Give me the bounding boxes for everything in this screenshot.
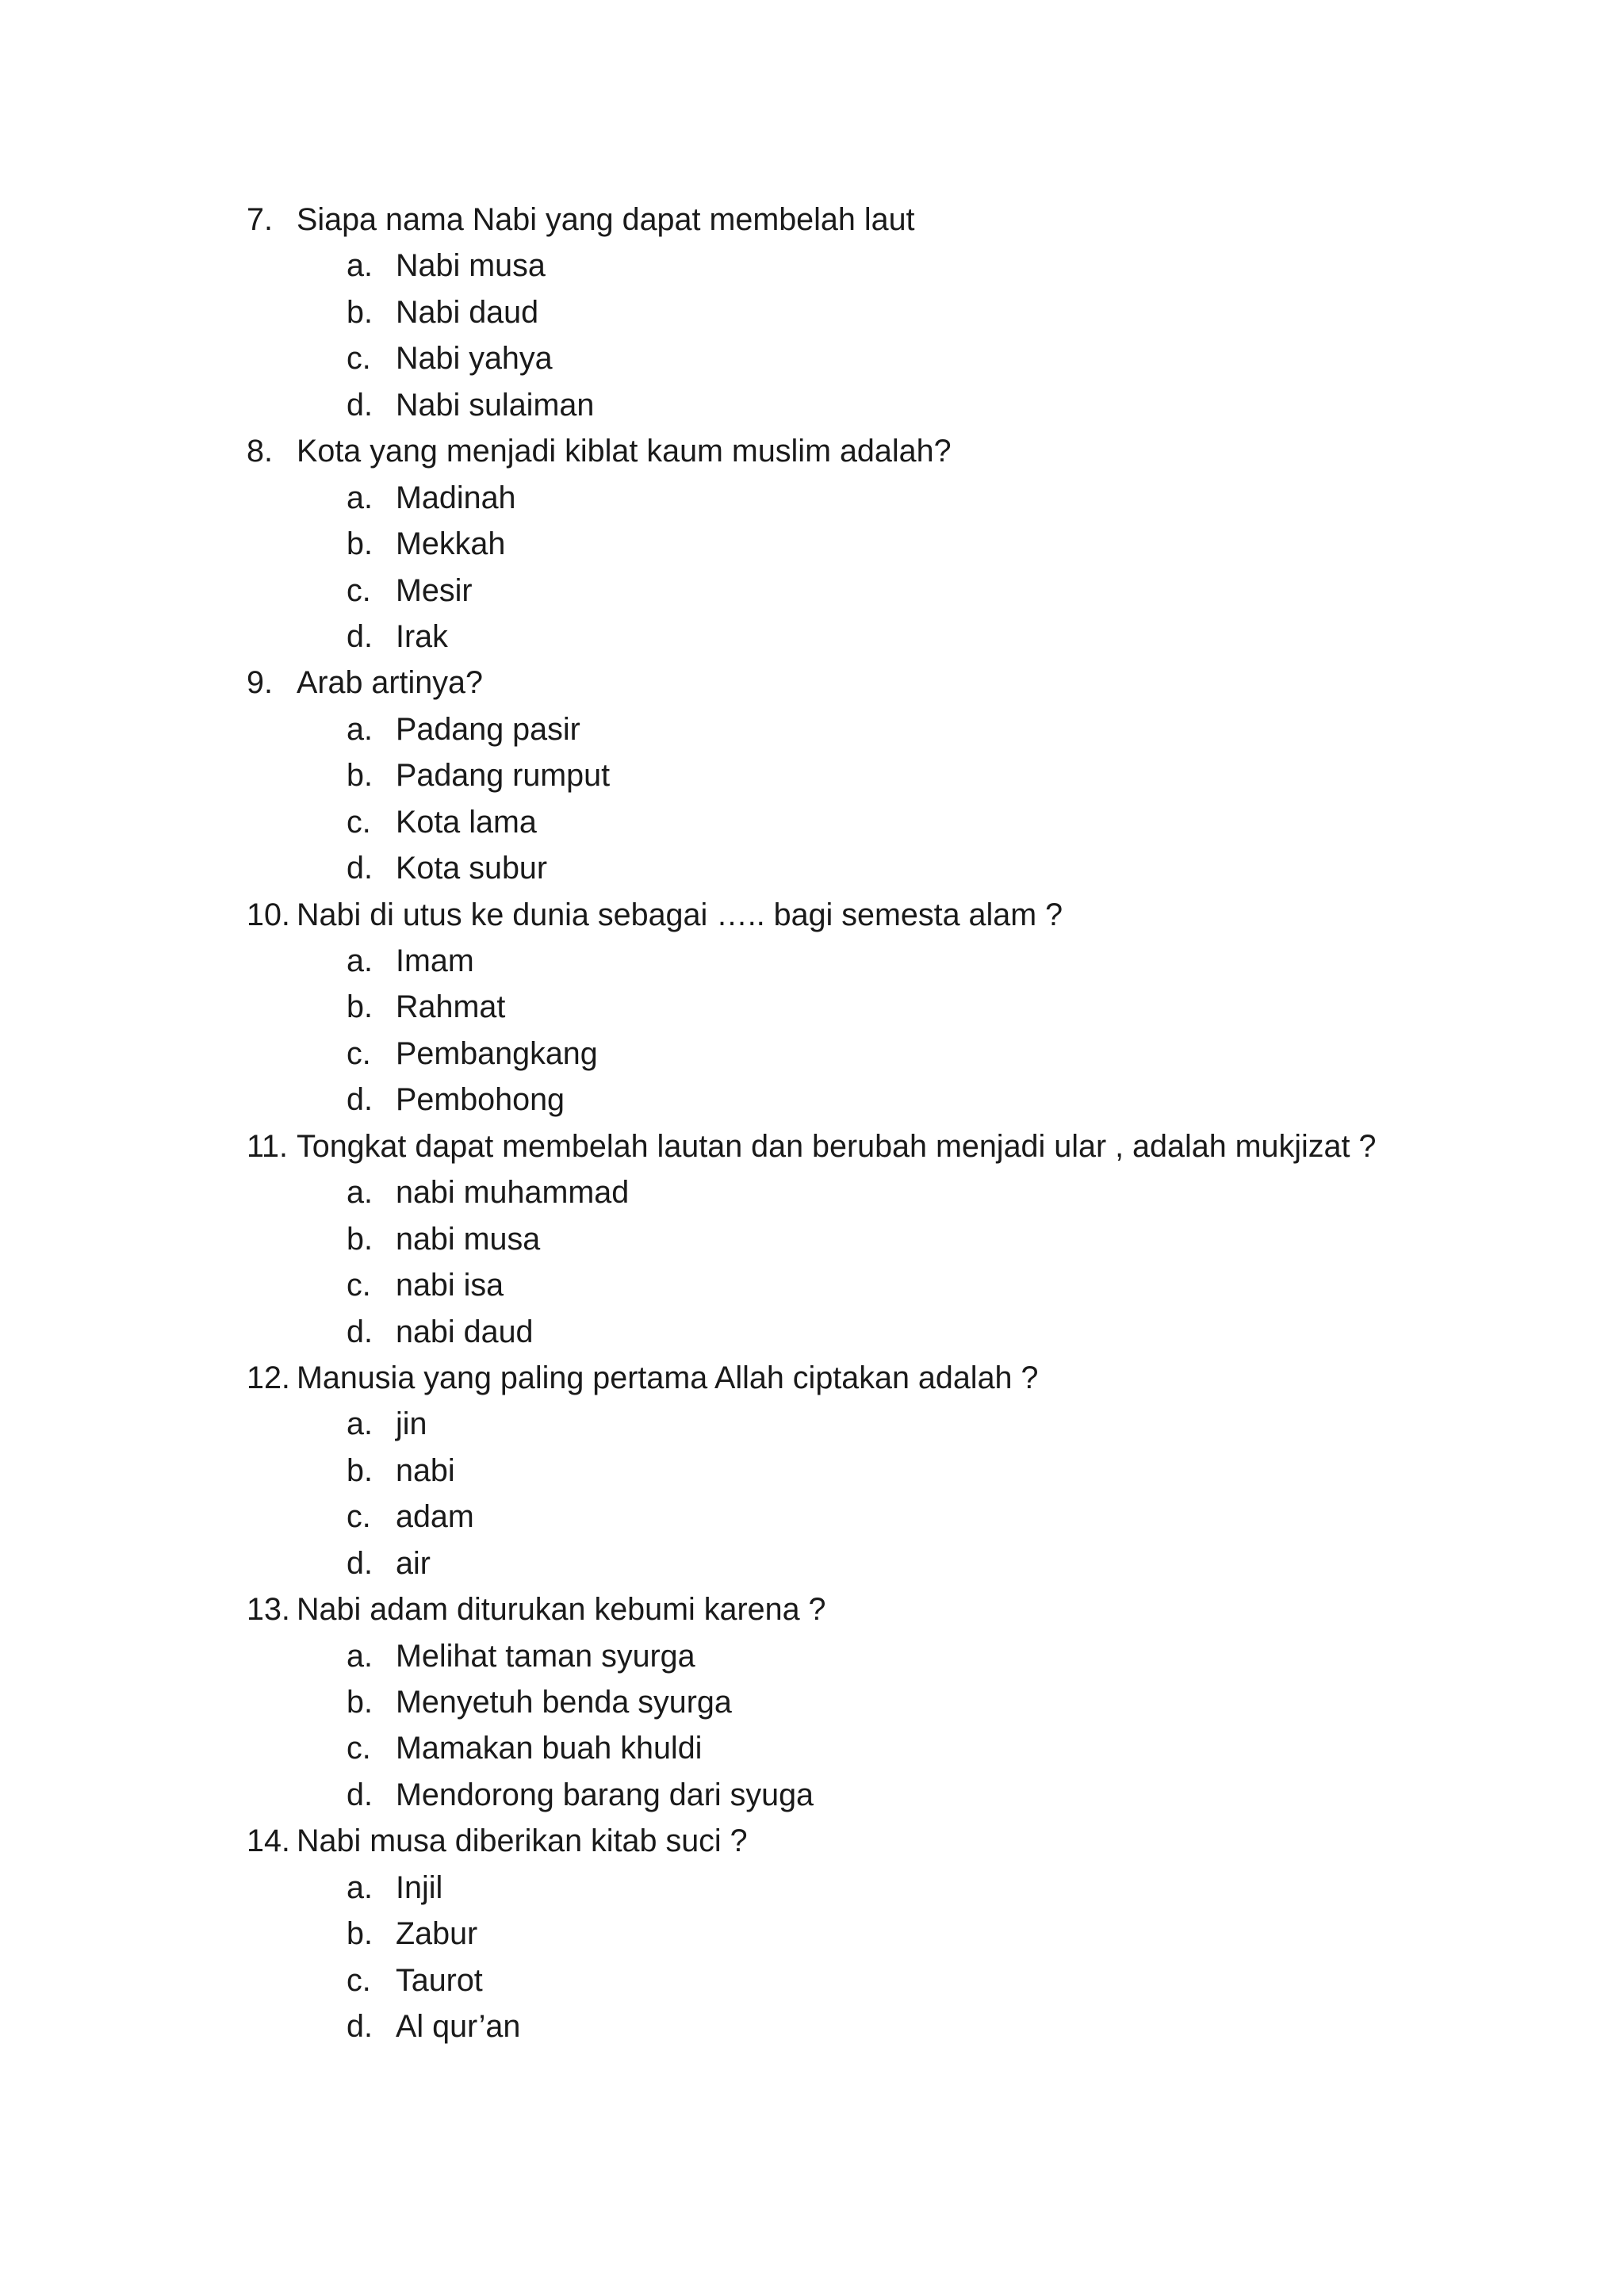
answer-option — [247, 752, 1436, 798]
option-text: Mesir — [396, 572, 473, 608]
question-item — [247, 1355, 1436, 1401]
answer-option — [247, 1494, 1436, 1540]
option-text: adam — [396, 1499, 474, 1535]
option-letter: a. — [347, 1869, 373, 1905]
question-text: Nabi adam diturukan kebumi karena ? — [297, 1592, 826, 1628]
question-number: 7. — [247, 202, 273, 237]
answer-option — [247, 1309, 1436, 1355]
answer-option — [247, 1031, 1436, 1077]
question-text: Manusia yang paling pertama Allah ciptakan adalah ? — [297, 1360, 1039, 1395]
option-letter: a. — [347, 248, 373, 284]
question-number: 10. — [247, 897, 290, 932]
answer-option — [247, 614, 1436, 660]
answer-option — [247, 1401, 1436, 1447]
option-letter: a. — [347, 943, 373, 978]
option-text: Mendorong barang dari syuga — [396, 1777, 814, 1812]
question-item — [247, 1818, 1436, 1864]
option-letter: a. — [347, 480, 373, 515]
answer-option — [247, 1772, 1436, 1818]
option-text: Al qur’an — [396, 2009, 521, 2045]
answer-option — [247, 335, 1436, 381]
answer-option — [247, 1540, 1436, 1586]
option-text: Taurot — [396, 1962, 483, 1998]
option-letter: a. — [347, 711, 373, 747]
answer-option — [247, 475, 1436, 521]
option-letter: c. — [347, 804, 371, 840]
option-text: Kota subur — [396, 851, 548, 886]
option-letter: b. — [347, 1685, 373, 1720]
option-letter: c. — [347, 1962, 371, 1998]
answer-option — [247, 2003, 1436, 2049]
answer-option — [247, 1957, 1436, 2003]
answer-option — [247, 706, 1436, 752]
question-number: 13. — [247, 1592, 290, 1628]
option-text: Mekkah — [396, 526, 506, 562]
answer-option — [247, 984, 1436, 1030]
answer-option — [247, 938, 1436, 984]
option-letter: b. — [347, 1221, 373, 1257]
option-text: Pembohong — [396, 1082, 565, 1118]
option-letter: b. — [347, 1916, 373, 1952]
option-letter: a. — [347, 1638, 373, 1674]
question-number: 12. — [247, 1360, 290, 1395]
question-item — [247, 660, 1436, 706]
question-text: Tongkat dapat membelah lautan dan berubah menjadi ular , adalah mukjizat ? — [297, 1128, 1377, 1164]
answer-option — [247, 845, 1436, 891]
option-letter: c. — [347, 1035, 371, 1071]
option-letter: b. — [347, 758, 373, 794]
option-letter: c. — [347, 1499, 371, 1535]
option-text: nabi muhammad — [396, 1175, 630, 1211]
option-letter: b. — [347, 526, 373, 562]
option-letter: d. — [347, 387, 373, 423]
option-letter: c. — [347, 572, 371, 608]
option-text: Nabi yahya — [396, 341, 553, 377]
answer-option — [247, 1077, 1436, 1123]
option-text: Kota lama — [396, 804, 537, 840]
option-letter: a. — [347, 1175, 373, 1211]
option-text: Madinah — [396, 480, 516, 515]
question-text: Arab artinya? — [297, 665, 483, 701]
option-letter: d. — [347, 851, 373, 886]
question-item — [247, 197, 1436, 243]
question-number: 8. — [247, 434, 273, 469]
question-item — [247, 1123, 1436, 1169]
question-number: 11. — [247, 1128, 288, 1164]
answer-option — [247, 1865, 1436, 1911]
option-text: Imam — [396, 943, 474, 978]
option-text: Zabur — [396, 1916, 478, 1952]
answer-option — [247, 568, 1436, 614]
question-number: 9. — [247, 665, 273, 701]
option-text: Padang pasir — [396, 711, 580, 747]
option-text: nabi — [396, 1452, 455, 1488]
option-letter: c. — [347, 1268, 371, 1303]
answer-option — [247, 1911, 1436, 1957]
option-letter: b. — [347, 294, 373, 330]
answer-option — [247, 1633, 1436, 1679]
answer-option — [247, 1216, 1436, 1262]
answer-option — [247, 521, 1436, 567]
question-item — [247, 1586, 1436, 1632]
option-letter: d. — [347, 618, 373, 654]
option-text: Rahmat — [396, 989, 506, 1025]
answer-option — [247, 243, 1436, 289]
option-letter: d. — [347, 1082, 373, 1118]
question-text: Siapa nama Nabi yang dapat membelah laut — [297, 202, 915, 237]
answer-option — [247, 1725, 1436, 1771]
option-text: Menyetuh benda syurga — [396, 1685, 732, 1720]
answer-option — [247, 799, 1436, 845]
option-text: Melihat taman syurga — [396, 1638, 695, 1674]
option-text: Nabi musa — [396, 248, 546, 284]
answer-option — [247, 1448, 1436, 1494]
option-letter: b. — [347, 1452, 373, 1488]
answer-option — [247, 1169, 1436, 1215]
question-item — [247, 892, 1436, 938]
option-letter: d. — [347, 1777, 373, 1812]
answer-option — [247, 289, 1436, 335]
option-text: nabi isa — [396, 1268, 504, 1303]
option-letter: a. — [347, 1406, 373, 1442]
option-letter: c. — [347, 341, 371, 377]
option-text: Mamakan buah khuldi — [396, 1731, 703, 1766]
option-text: nabi musa — [396, 1221, 541, 1257]
answer-option — [247, 1262, 1436, 1308]
option-text: Irak — [396, 618, 448, 654]
option-text: Pembangkang — [396, 1035, 598, 1071]
option-letter: d. — [347, 2009, 373, 2045]
option-text: jin — [396, 1406, 427, 1442]
option-text: Padang rumput — [396, 758, 611, 794]
question-text: Kota yang menjadi kiblat kaum muslim adalah? — [297, 434, 952, 469]
answer-option — [247, 382, 1436, 428]
option-text: Nabi daud — [396, 294, 539, 330]
option-text: nabi daud — [396, 1314, 534, 1349]
option-text: Injil — [396, 1869, 443, 1905]
option-letter: d. — [347, 1545, 373, 1581]
option-letter: c. — [347, 1731, 371, 1766]
question-number: 14. — [247, 1823, 290, 1859]
question-item — [247, 428, 1436, 474]
option-text: Nabi sulaiman — [396, 387, 595, 423]
question-text: Nabi di utus ke dunia sebagai ….. bagi semesta alam ? — [297, 897, 1063, 932]
answer-option — [247, 1679, 1436, 1725]
option-text: air — [396, 1545, 431, 1581]
question-text: Nabi musa diberikan kitab suci ? — [297, 1823, 748, 1859]
option-letter: d. — [347, 1314, 373, 1349]
option-letter: b. — [347, 989, 373, 1025]
question-list — [247, 197, 1436, 2050]
